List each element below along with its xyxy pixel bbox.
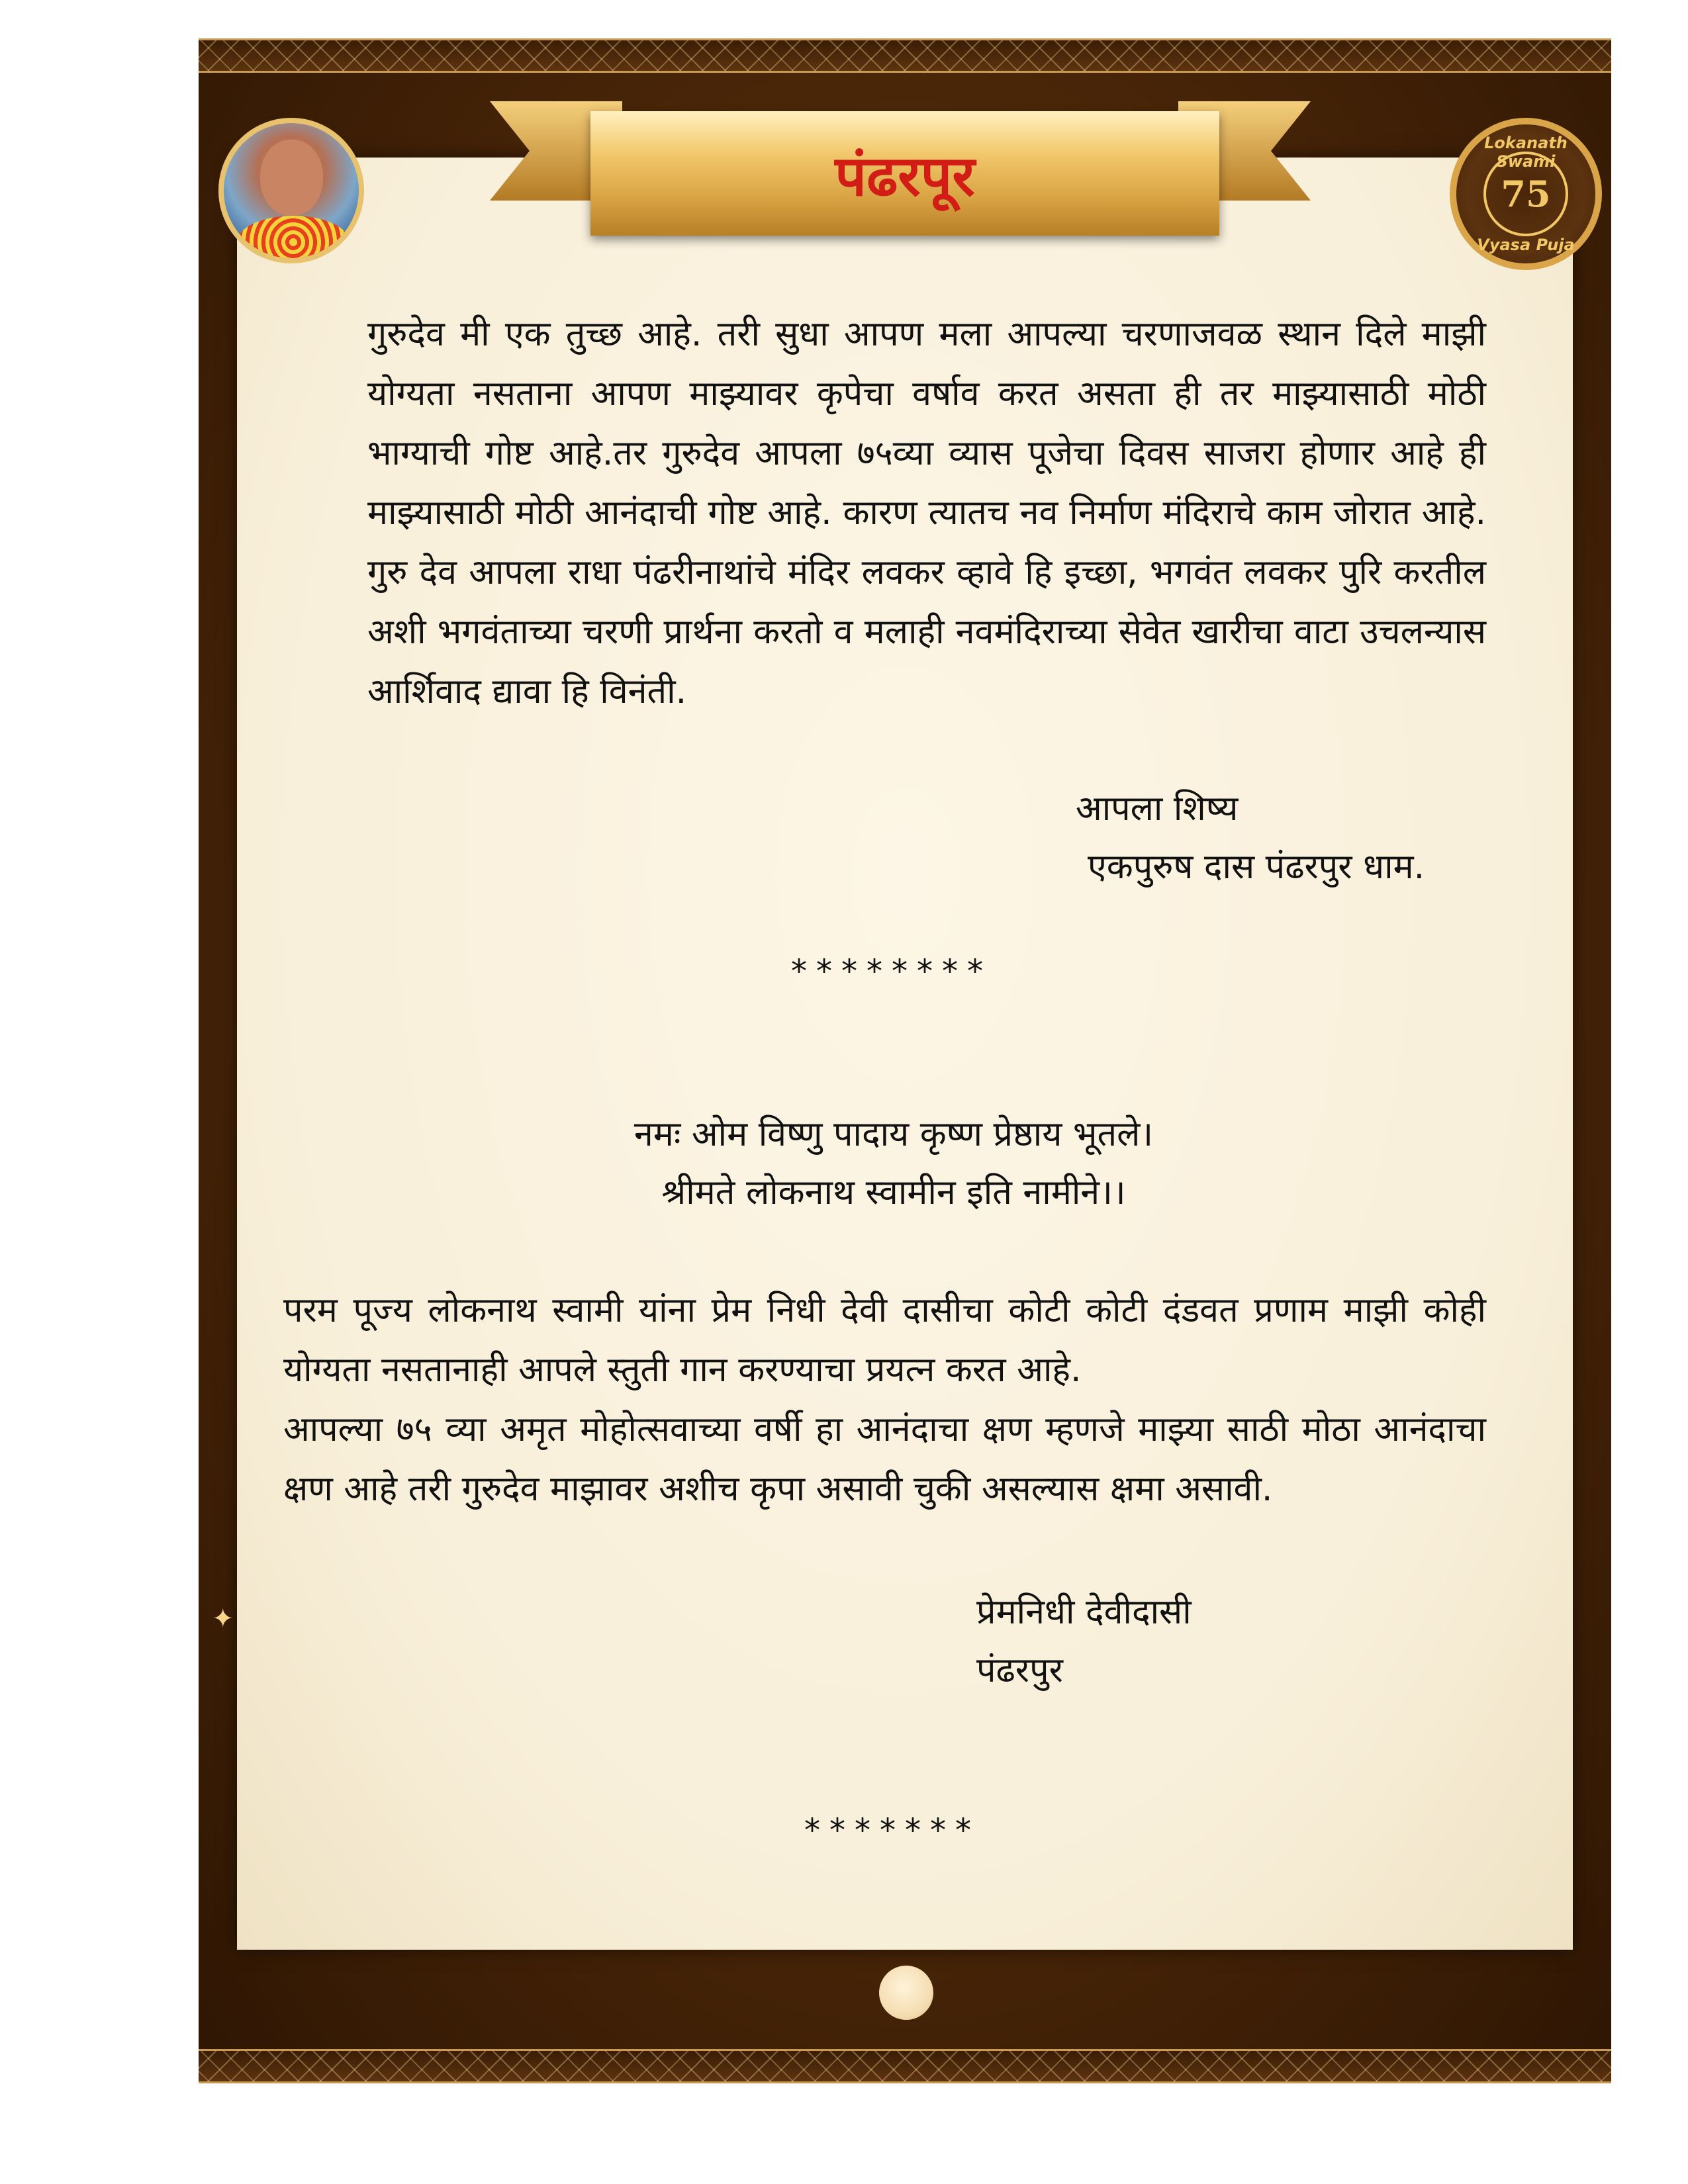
letter1-signature-line2: एकपुरुष दास पंढरपुर धाम.: [1088, 847, 1425, 887]
letter2-signature: [976, 1583, 1192, 1700]
decorative-border-bottom: [199, 2049, 1611, 2083]
title-ribbon: [590, 111, 1219, 236]
separator-1: ********: [791, 953, 992, 990]
letter2: [283, 1281, 1486, 1519]
seal-top-text: Lokanath Swami: [1484, 134, 1568, 171]
letter1-signature: [1076, 780, 1425, 896]
guru-portrait: [218, 118, 364, 263]
verse-block: [371, 1105, 1417, 1222]
separator-2: *******: [804, 1812, 980, 1849]
decorative-border-top: [199, 38, 1611, 73]
page-title: पंढरपूर: [835, 143, 975, 208]
verse-line2: श्रीमते लोकनाथ स्वामीन इति नामीने।।: [661, 1173, 1126, 1212]
letter2-para2: आपल्या ७५ व्या अमृत मोहोत्सवाच्या वर्षी हा आनंदाचा क्षण म्हणजे माझ्या साठी मोठा आनंदाचा क्षण आहे तरी गुरुदेव माझावर अशीच कृपा असावी चुकी असल्यास क्षमा असावी.: [283, 1410, 1486, 1509]
letter1-signature-line1: आपला शिष्य: [1076, 789, 1239, 829]
portrait-face: [260, 140, 323, 216]
letter1: [367, 304, 1486, 721]
vyasa-puja-seal: [1450, 118, 1602, 270]
verse-line1: नमः ओम विष्णु पादाय कृष्ण प्रेष्ठाय भूतले।: [633, 1115, 1154, 1154]
letter1-body: गुरुदेव मी एक तुच्छ आहे. तरी सुधा आपण मला आपल्या चरणाजवळ स्थान दिले माझी योग्यता नसताना आपण माझ्यावर कृपेचा वर्षाव करत असता ही तर माझ्यासाठी मोठी भाग्याची गोष्ट आहे.तर गुरुदेव आपला ७५व्या व्यास पूजेचा दिवस साजरा होणार आहे ही माझ्यासाठी मोठी आनंदाची गोष्ट आहे. कारण त्यातच नव निर्माण मंदिराचे काम जोरात आहे. गुरु देव आपला राधा पंढरीनाथांचे मंदिर लवकर व्हावे हि इच्छा, भगवंत लवकर पुरि करतील अशी भगवंताच्या चरणी प्रार्थना करतो व मलाही नवमंदिराच्या सेवेत खारीचा वाटा उचलन्यास आर्शिवाद द्यावा हि विनंती.: [367, 314, 1486, 711]
scroll-knob: [879, 1966, 933, 2020]
sparkle-icon: ✦: [212, 1604, 234, 1634]
portrait-garland: [237, 216, 350, 263]
seal-number: 75: [1483, 152, 1568, 236]
letter2-para1: परम पूज्य लोकनाथ स्वामी यांना प्रेम निधी देवी दासीचा कोटी कोटी दंडवत प्रणाम माझी कोही योग्यता नसतानाही आपले स्तुती गान करण्याचा प्रयत्न करत आहे.: [283, 1291, 1486, 1390]
letter2-signature-line1: प्रेमनिधी देवीदासी: [976, 1592, 1192, 1632]
letter2-signature-line2: पंढरपुर: [976, 1651, 1063, 1690]
seal-bottom-text: Vyasa Puja: [1477, 236, 1575, 254]
